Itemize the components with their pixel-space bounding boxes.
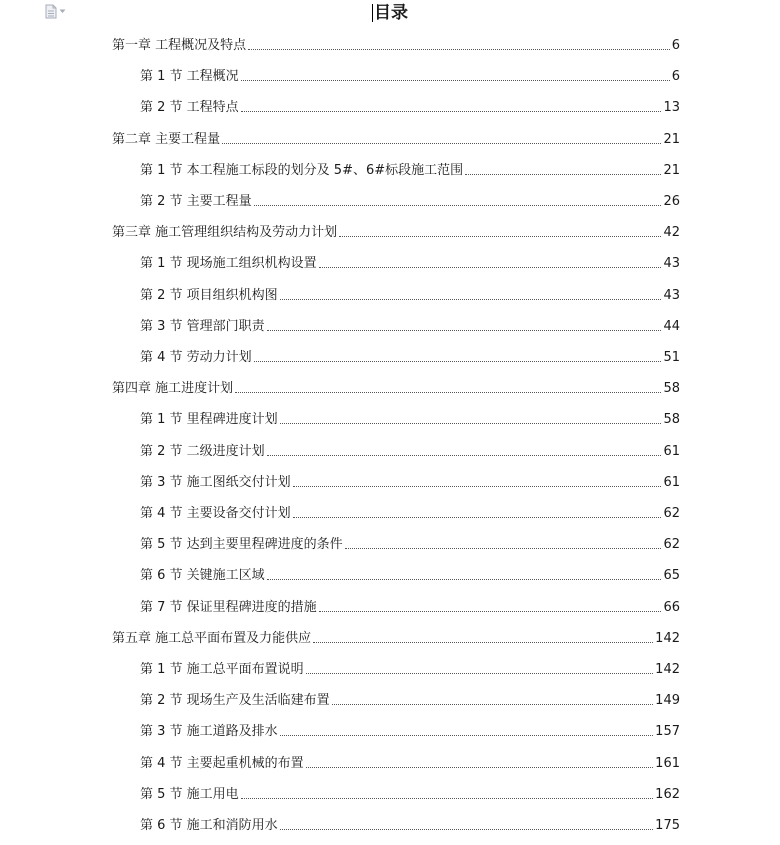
toc-section-entry[interactable] (140, 783, 680, 803)
toc-section-entry[interactable] (140, 315, 680, 335)
toc-leader-dots (248, 48, 670, 50)
toc-entry-label: 第三章 施工管理组织结构及劳动力计划 (112, 225, 338, 241)
toc-page-number: 162 (655, 786, 680, 802)
toc-page-number: 43 (663, 287, 680, 303)
toc-page-number: 175 (655, 818, 680, 833)
page-title-area (0, 0, 780, 26)
toc-page-number: 6 (671, 69, 680, 85)
toc-section-entry[interactable] (140, 440, 680, 460)
toc-entry-label: 第 1 节 现场施工组织机构设置 (140, 256, 317, 272)
toc-entry-label: 第 5 节 达到主要里程碑进度的条件 (140, 537, 343, 553)
toc-entry-label: 第 2 节 主要工程量 (140, 194, 252, 209)
toc-page-number: 21 (663, 131, 680, 147)
toc-page-number: 43 (663, 256, 680, 272)
toc-leader-dots (280, 828, 654, 830)
toc-section-entry[interactable] (140, 159, 680, 179)
toc-leader-dots (280, 734, 654, 736)
toc-section-entry[interactable] (140, 346, 680, 366)
toc-chapter-entry[interactable] (112, 377, 680, 397)
toc-leader-dots (293, 485, 662, 487)
toc-section-entry[interactable] (140, 284, 680, 304)
toc-section-entry[interactable] (140, 471, 680, 491)
toc-page-number: 157 (655, 724, 680, 740)
toc-leader-dots (306, 766, 654, 768)
toc-entry-label: 第 4 节 主要设备交付计划 (140, 506, 291, 521)
toc-entry-label: 第 2 节 现场生产及生活临建布置 (140, 693, 330, 709)
toc-page-number: 66 (663, 599, 680, 615)
toc-leader-dots (267, 454, 662, 456)
toc-entry-label: 第 4 节 主要起重机械的布置 (140, 755, 304, 771)
toc-page-number: 142 (655, 662, 680, 677)
toc-chapter-entry[interactable] (112, 34, 680, 54)
toc-page-number: 21 (663, 162, 680, 178)
toc-section-entry[interactable] (140, 408, 680, 428)
toc-entry-label: 第 4 节 劳动力计划 (140, 350, 252, 365)
toc-section-entry[interactable] (140, 190, 680, 210)
toc-chapter-entry[interactable] (112, 221, 680, 241)
toc-section-entry[interactable] (140, 252, 680, 272)
toc-section-entry[interactable] (140, 814, 680, 834)
toc-entry-label: 第 6 节 施工和消防用水 (140, 818, 278, 833)
toc-section-entry[interactable] (140, 752, 680, 772)
toc-entry-label: 第五章 施工总平面布置及力能供应 (112, 630, 312, 646)
toc-entry-label: 第 5 节 施工用电 (140, 786, 239, 802)
toc-entry-label: 第 3 节 管理部门职责 (140, 318, 265, 334)
toc-page-number: 61 (663, 474, 680, 490)
toc-section-entry[interactable] (140, 658, 680, 678)
toc-entry-label: 第 2 节 二级进度计划 (140, 443, 265, 459)
toc-entry-label: 第 7 节 保证里程碑进度的措施 (140, 599, 317, 615)
toc-section-entry[interactable] (140, 689, 680, 709)
toc-page-number: 13 (663, 100, 680, 116)
toc-leader-dots (319, 266, 662, 268)
toc-section-entry[interactable] (140, 564, 680, 584)
toc-section-entry[interactable] (140, 720, 680, 740)
toc-leader-dots (313, 641, 653, 643)
toc-entry-label: 第 6 节 关键施工区域 (140, 568, 265, 584)
toc-entry-label: 第一章 工程概况及特点 (112, 38, 247, 53)
toc-page-number: 61 (663, 443, 680, 459)
toc-chapter-entry[interactable] (112, 627, 680, 647)
toc-leader-dots (319, 610, 662, 612)
toc-entry-label: 第 2 节 工程特点 (140, 100, 239, 116)
toc-page-number: 58 (663, 381, 680, 397)
toc-page-number: 6 (671, 38, 680, 53)
toc-section-entry[interactable] (140, 96, 680, 116)
toc-leader-dots (280, 422, 662, 424)
toc-entry-label: 第 3 节 施工道路及排水 (140, 724, 278, 740)
toc-leader-dots (241, 797, 654, 799)
toc-entry-label: 第 2 节 项目组织机构图 (140, 287, 278, 303)
toc-leader-dots (345, 547, 662, 549)
toc-page-number: 51 (663, 350, 680, 365)
toc-leader-dots (235, 391, 661, 393)
toc-page-number: 62 (663, 537, 680, 553)
toc-page-number: 161 (655, 755, 680, 771)
toc-page-number: 26 (663, 194, 680, 209)
toc-section-entry[interactable] (140, 502, 680, 522)
toc-leader-dots (254, 360, 662, 362)
toc-entry-label: 第 1 节 工程概况 (140, 69, 239, 85)
toc-page-number: 149 (655, 693, 680, 709)
text-cursor (372, 4, 373, 22)
toc-section-entry[interactable] (140, 596, 680, 616)
toc-section-entry[interactable] (140, 533, 680, 553)
toc-leader-dots (254, 204, 662, 206)
toc-leader-dots (293, 516, 662, 518)
toc-entry-label: 第 1 节 里程碑进度计划 (140, 412, 278, 428)
toc-leader-dots (465, 173, 661, 175)
toc-leader-dots (267, 578, 662, 580)
toc-leader-dots (241, 79, 670, 81)
page-title: 目录 (374, 3, 408, 23)
toc-entry-label: 第 3 节 施工图纸交付计划 (140, 474, 291, 490)
toc-page-number: 142 (655, 630, 680, 646)
toc-page-number: 65 (663, 568, 680, 584)
toc-chapter-entry[interactable] (112, 128, 680, 148)
toc-entry-label: 第四章 施工进度计划 (112, 381, 234, 397)
toc-entry-label: 第 1 节 本工程施工标段的划分及 5#、6#标段施工范围 (140, 162, 464, 178)
toc-page-number: 58 (663, 412, 680, 428)
toc-entry-label: 第 1 节 施工总平面布置说明 (140, 662, 304, 677)
toc-leader-dots (241, 110, 662, 112)
toc-leader-dots (280, 298, 662, 300)
toc-leader-dots (267, 329, 662, 331)
toc-page-number: 42 (663, 225, 680, 241)
toc-page-number: 44 (663, 318, 680, 334)
toc-page-number: 62 (663, 506, 680, 521)
toc-leader-dots (222, 142, 661, 144)
toc-leader-dots (332, 703, 654, 705)
toc-entry-label: 第二章 主要工程量 (112, 131, 221, 147)
toc-leader-dots (339, 235, 661, 237)
toc-section-entry[interactable] (140, 65, 680, 85)
toc-leader-dots (306, 672, 654, 674)
